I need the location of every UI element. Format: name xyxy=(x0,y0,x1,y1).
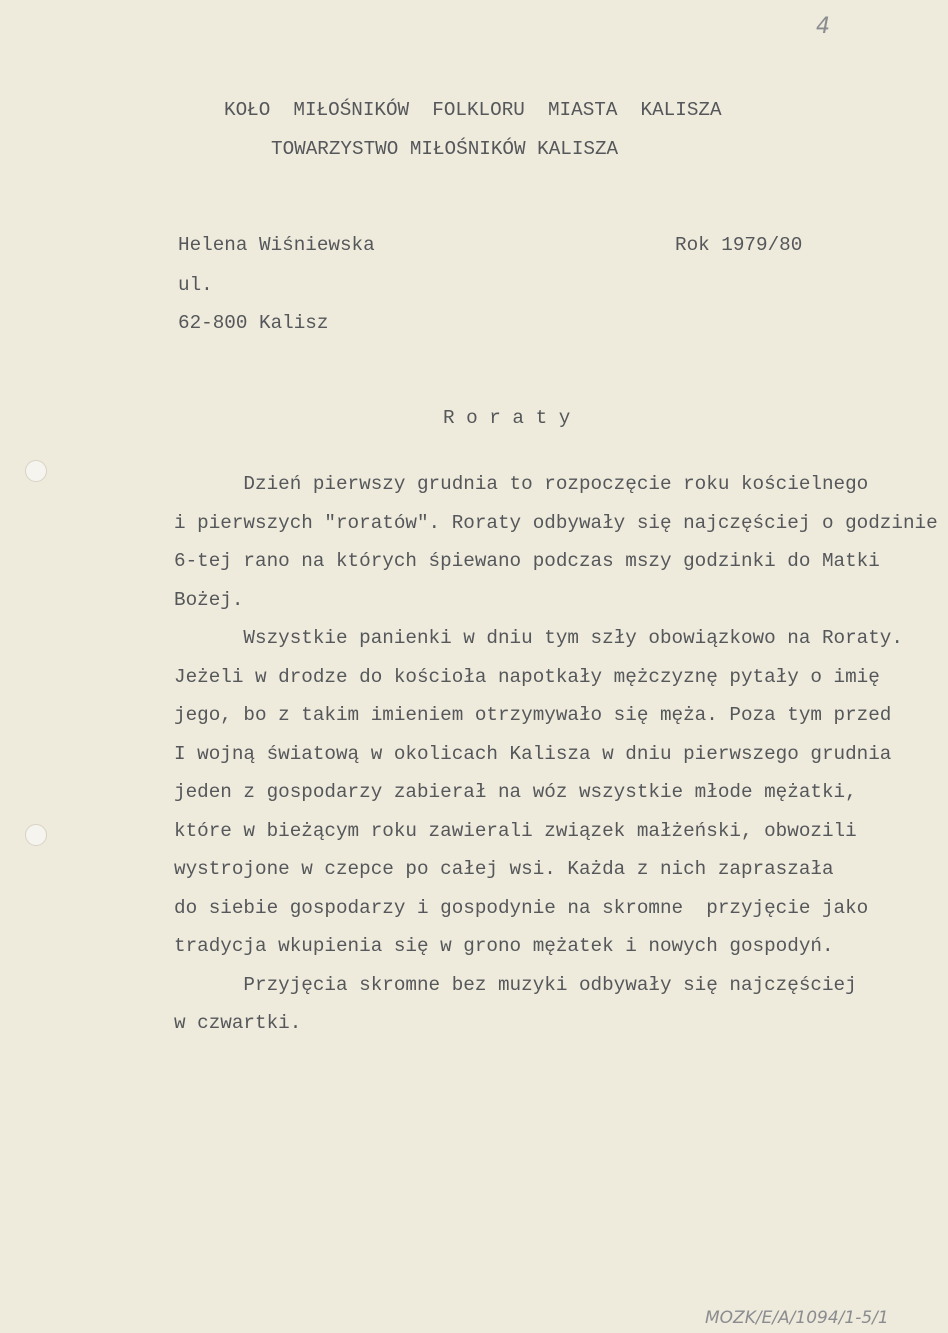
body-line: Przyjęcia skromne bez muzyki odbywały się najczęściej xyxy=(174,973,857,996)
punch-hole xyxy=(25,824,47,846)
page-number: 4 xyxy=(816,14,830,39)
body-line: Bożej. xyxy=(174,588,244,611)
body-line: Jeżeli w drodze do kościoła napotkały mężczyznę pytały o imię xyxy=(174,665,880,688)
author-name: Helena Wiśniewska xyxy=(178,234,375,256)
header-line-2: TOWARZYSTWO MIŁOŚNIKÓW KALISZA xyxy=(271,138,619,160)
body-line: tradycja wkupienia się w grono mężatek i nowych gospodyń. xyxy=(174,935,834,957)
body-line: jeden z gospodarzy zabierał na wóz wszystkie młode mężatki, xyxy=(174,781,857,803)
body-line: w czwartki. xyxy=(174,1012,302,1034)
punch-hole xyxy=(25,460,47,482)
document-title: R o r a t y xyxy=(443,407,571,429)
author-street: ul. xyxy=(178,274,213,296)
body-line: i pierwszych "roratów". Roraty odbywały się najczęściej o godzinie xyxy=(174,511,938,534)
body-line: 6-tej rano na których śpiewano podczas mszy godzinki do Matki xyxy=(174,550,880,572)
author-city: 62-800 Kalisz xyxy=(178,312,329,334)
year: Rok 1979/80 xyxy=(675,234,803,256)
body-line: Wszystkie panienki w dniu tym szły obowiązkowo na Roraty. xyxy=(174,627,903,649)
body-line: do siebie gospodarzy i gospodynie na skromne przyjęcie jako xyxy=(174,896,869,919)
body-line: I wojną światową w okolicach Kalisza w dniu pierwszego grudnia xyxy=(174,742,892,765)
archive-signature: MOZK/E/A/1094/1-5/1 xyxy=(705,1308,889,1328)
body-line: które w bieżącym roku zawierali związek małżeński, obwozili xyxy=(174,819,857,842)
body-line: jego, bo z takim imieniem otrzymywało się męża. Poza tym przed xyxy=(174,704,892,726)
body-line: wystrojone w czepce po całej wsi. Każda z nich zapraszała xyxy=(174,858,834,880)
header-line-1: KOŁO MIŁOŚNIKÓW FOLKLORU MIASTA KALISZA xyxy=(224,99,722,121)
body-line: Dzień pierwszy grudnia to rozpoczęcie roku kościelnego xyxy=(174,473,869,495)
